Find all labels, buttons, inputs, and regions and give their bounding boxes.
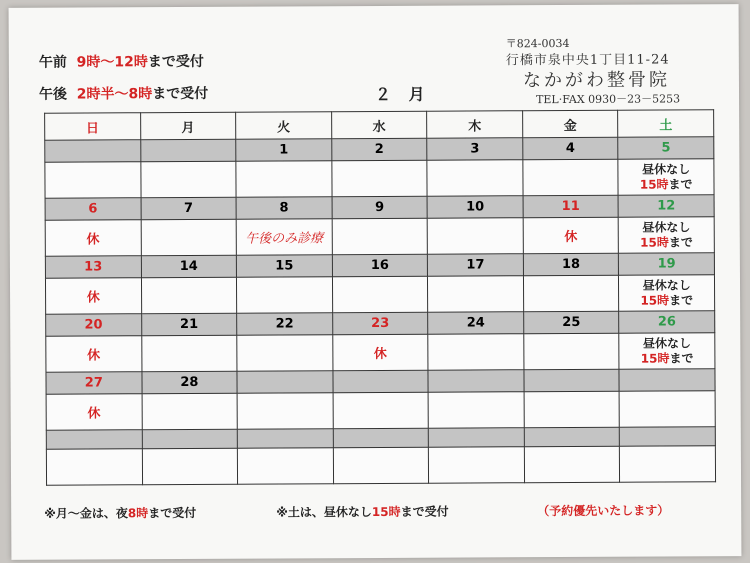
date-cell-thu: 3 — [427, 138, 523, 161]
closed-mark: 休 — [86, 232, 100, 248]
note-cell-thu — [427, 218, 523, 254]
weekday-fri: 金 — [522, 110, 618, 137]
blank-cell — [237, 429, 333, 449]
note-cell-mon — [142, 393, 238, 429]
am-suffix: まで受付 — [147, 53, 204, 71]
closed-mark: 休 — [564, 229, 578, 246]
note-cell-sun — [45, 278, 141, 314]
note-cell-mon — [141, 335, 237, 371]
date-cell-wed: 2 — [331, 138, 427, 161]
date-cell-sun: 6 — [45, 198, 141, 221]
note-cell-sun — [46, 336, 142, 372]
date-cell-sat — [619, 369, 715, 392]
saturday-footnote-time: 15時 — [371, 504, 401, 520]
date-cell-tue: 1 — [236, 139, 332, 162]
saturday-note — [619, 278, 714, 308]
saturday-note — [619, 220, 714, 250]
blank-cell — [333, 428, 429, 448]
date-cell-wed: 16 — [332, 254, 428, 277]
note-cell-wed — [332, 334, 428, 370]
saturday-note-suffix: まで — [669, 292, 694, 307]
date-cell-mon — [140, 139, 236, 162]
saturday-note-line1: 昼休なし — [642, 161, 691, 177]
date-cell-sun: 20 — [46, 314, 142, 337]
note-cell-thu — [428, 276, 524, 312]
saturday-note — [619, 162, 714, 192]
note-cell-sat — [618, 159, 714, 196]
date-cell-fri: 25 — [523, 311, 619, 334]
afternoon-hours — [39, 83, 208, 104]
date-cell-wed — [333, 370, 429, 393]
note-cell-tue — [237, 335, 333, 371]
date-cell-sun — [45, 140, 141, 163]
calendar-sheet — [9, 4, 742, 560]
blank-note-row — [46, 446, 715, 486]
clinic-address: 行橋市泉中央1丁目11-24 — [505, 52, 670, 69]
blank-cell — [429, 428, 525, 448]
note-cell-fri — [524, 391, 620, 427]
date-cell-mon: 21 — [141, 313, 237, 336]
date-cell-tue: 8 — [236, 197, 332, 220]
weekday-header — [45, 110, 714, 141]
pm-time: 2時半～8時 — [76, 86, 153, 103]
date-cell-mon: 14 — [141, 255, 237, 278]
saturday-note-line1: 昼休なし — [642, 335, 692, 351]
note-row — [45, 275, 714, 315]
blank-cell — [333, 447, 429, 483]
note-cell-fri — [523, 217, 619, 253]
note-cell-sat — [619, 275, 715, 312]
month-title: ２ 月 — [374, 84, 431, 104]
date-cell-thu — [428, 370, 524, 393]
weekday-footnote-suffix: まで受付 — [148, 505, 197, 521]
note-cell-thu — [428, 334, 524, 370]
reservation-note: （予約優先いたします） — [537, 503, 670, 519]
weekday-wed: 水 — [331, 111, 427, 138]
weekday-mon: 月 — [140, 112, 236, 139]
saturday-note-suffix: まで — [668, 176, 693, 191]
weekday-sat: 土 — [618, 110, 714, 138]
blank-cell — [142, 429, 238, 449]
calendar-grid — [44, 109, 716, 486]
note-cell-tue — [237, 277, 333, 313]
blank-cell — [142, 448, 238, 484]
note-row — [45, 217, 714, 257]
saturday-note-line1: 昼休なし — [642, 277, 691, 293]
blank-cell — [46, 449, 142, 485]
pm-suffix: まで受付 — [152, 85, 209, 103]
saturday-footnote — [276, 503, 448, 521]
saturday-footnote-prefix: ※土は、昼休なし — [276, 505, 372, 520]
date-cell-mon: 28 — [142, 371, 238, 394]
clinic-name: なかがわ整骨院 — [522, 69, 671, 92]
blank-cell — [524, 446, 620, 482]
note-cell-sun — [46, 394, 142, 430]
date-cell-sun: 13 — [45, 256, 141, 279]
note-row — [45, 159, 714, 199]
note-row — [46, 391, 715, 431]
note-cell-tue — [236, 161, 332, 197]
note-cell-tue — [237, 393, 333, 429]
weekday-thu: 木 — [427, 111, 523, 138]
blank-cell — [524, 427, 620, 447]
am-label: 午前 — [38, 54, 67, 71]
note-cell-sun — [45, 162, 141, 198]
weekday-footnote-prefix: ※月～金は、夜 — [44, 506, 128, 521]
date-cell-tue: 22 — [237, 313, 333, 336]
closed-mark: 休 — [87, 406, 101, 422]
note-cell-sat — [619, 391, 715, 428]
weekday-footnote — [44, 504, 196, 522]
note-cell-thu — [427, 160, 523, 196]
saturday-note — [620, 336, 715, 366]
date-cell-fri: 18 — [523, 253, 619, 276]
closed-mark: 休 — [373, 346, 387, 363]
blank-cell — [46, 430, 142, 450]
saturday-footnote-suffix: まで受付 — [400, 504, 449, 519]
date-cell-tue: 15 — [236, 255, 332, 278]
blank-cell — [620, 446, 716, 483]
note-cell-fri — [524, 333, 620, 369]
note-cell-wed — [332, 276, 428, 312]
note-cell-wed — [332, 160, 428, 196]
blank-cell — [237, 448, 333, 484]
saturday-note-time: 15時 — [640, 292, 670, 308]
note-cell-thu — [428, 392, 524, 428]
closed-mark: 休 — [87, 348, 101, 364]
date-cell-sat: 5 — [618, 137, 714, 160]
note-cell-sun — [45, 220, 141, 256]
date-cell-wed: 23 — [332, 312, 428, 335]
date-cell-fri: 4 — [523, 137, 619, 160]
note-cell-tue — [236, 219, 332, 255]
date-cell-sun: 27 — [46, 372, 142, 395]
saturday-note-suffix: まで — [668, 234, 693, 249]
date-cell-thu: 17 — [428, 254, 524, 277]
postal-code: 〒824-0034 — [505, 36, 570, 51]
weekday-tue: 火 — [236, 112, 332, 139]
calendar-body — [45, 137, 716, 485]
blank-cell — [620, 427, 716, 447]
saturday-note-time: 15時 — [640, 350, 670, 366]
note-cell-wed — [332, 218, 428, 254]
date-cell-sat: 12 — [618, 195, 714, 218]
saturday-note-suffix: まで — [669, 350, 694, 365]
note-cell-sat — [619, 217, 715, 254]
closed-mark: 休 — [86, 290, 100, 306]
date-cell-wed: 9 — [332, 196, 428, 219]
date-cell-mon: 7 — [141, 197, 237, 220]
date-cell-tue — [237, 371, 333, 394]
note-cell-sat — [619, 333, 715, 370]
date-cell-fri — [524, 369, 620, 392]
note-cell-wed — [333, 392, 429, 428]
date-cell-sat: 26 — [619, 311, 715, 334]
saturday-note-time: 15時 — [639, 176, 669, 192]
weekday-sun: 日 — [45, 113, 141, 140]
note-cell-fri — [523, 159, 619, 195]
note-cell-mon — [141, 277, 237, 313]
am-time: 9時～12時 — [76, 54, 148, 71]
saturday-note-line1: 昼休なし — [642, 219, 691, 235]
note-cell-fri — [523, 275, 619, 311]
date-cell-thu: 24 — [428, 312, 524, 335]
morning-hours — [39, 51, 204, 72]
date-cell-thu: 10 — [427, 196, 523, 219]
note-row — [46, 333, 715, 373]
note-cell-mon — [140, 161, 236, 197]
weekday-footnote-time: 8時 — [127, 506, 149, 521]
clinic-phone: TEL·FAX 0930－23－5253 — [536, 92, 681, 107]
note-cell-mon — [141, 219, 237, 255]
blank-cell — [429, 447, 525, 483]
pm-label: 午後 — [38, 86, 68, 103]
date-cell-sat: 19 — [619, 253, 715, 276]
date-cell-fri: 11 — [523, 195, 619, 218]
saturday-note-time: 15時 — [640, 234, 669, 250]
handwritten-note: 午後のみ診療 — [245, 231, 324, 247]
